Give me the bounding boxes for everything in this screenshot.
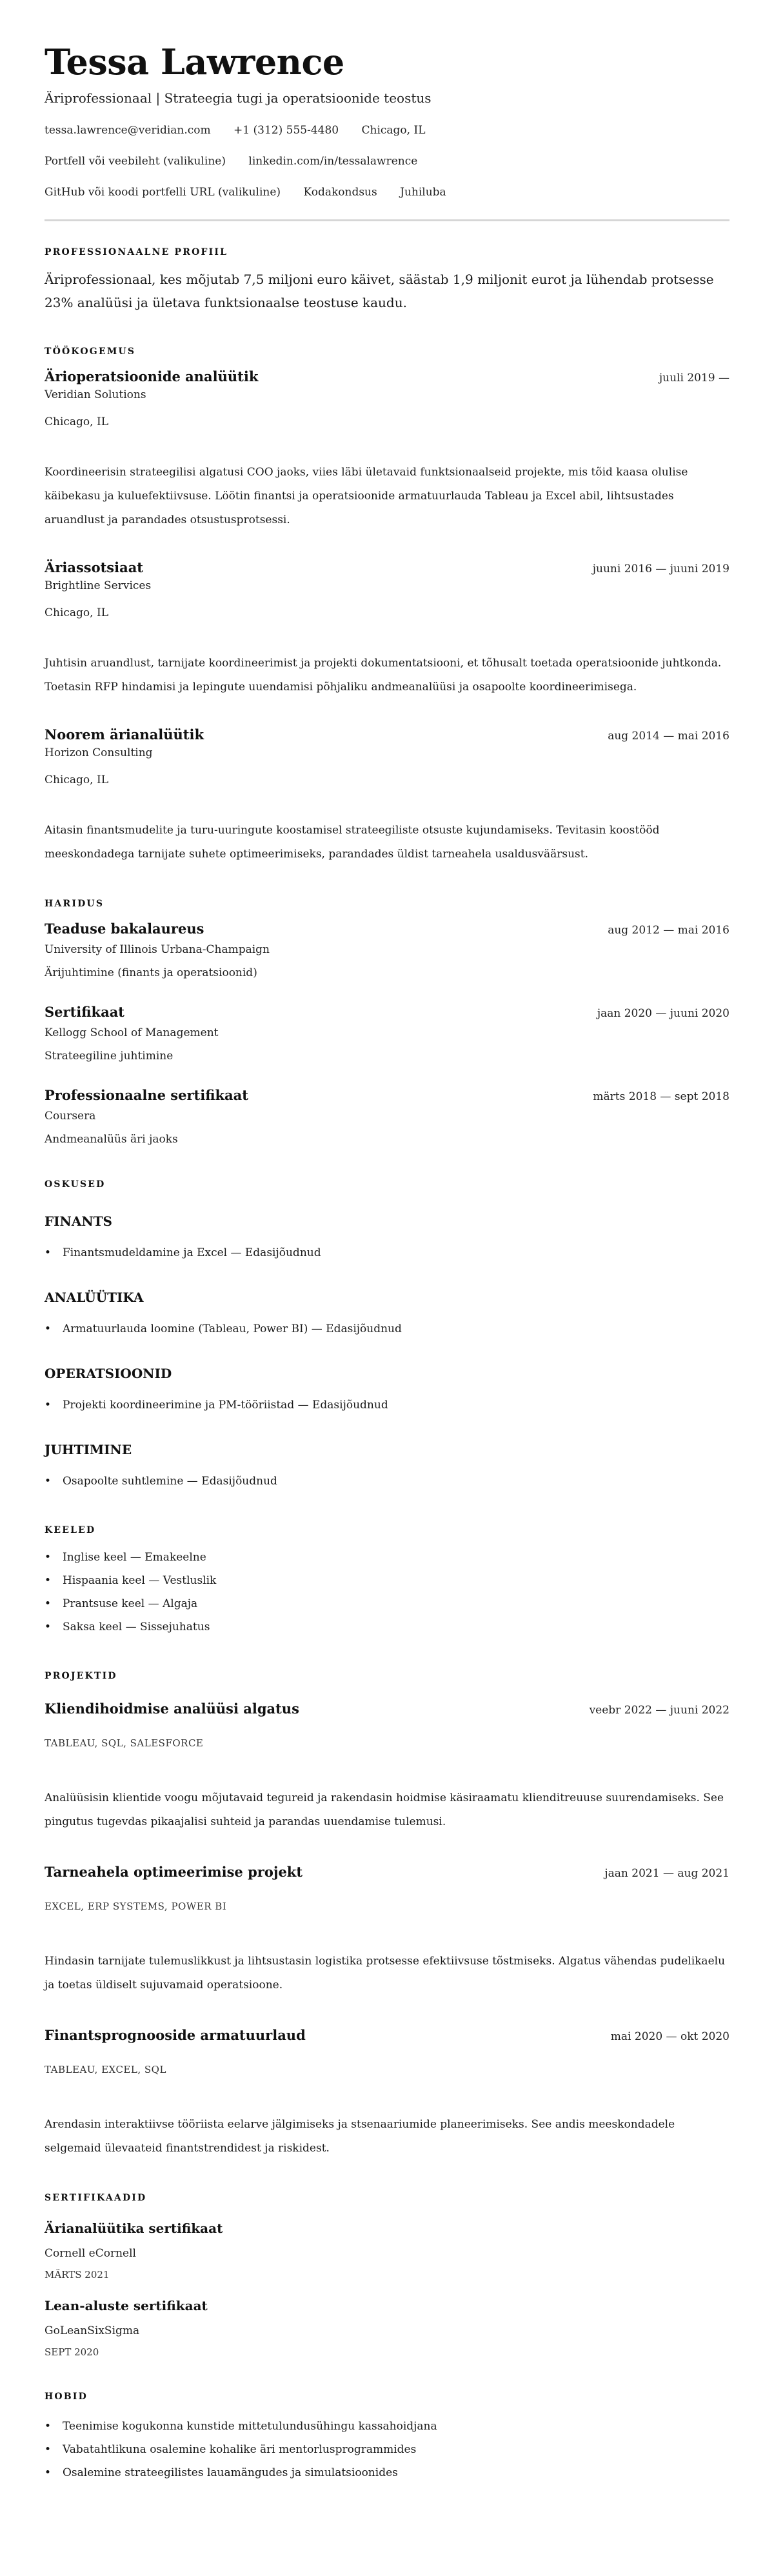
skill-list — [45, 1241, 729, 1264]
skill-group — [45, 1212, 729, 1264]
skill-list — [45, 1470, 729, 1493]
language-item: • Hispaania keel — Vestluslik — [45, 1569, 729, 1592]
contact-location: Chicago, IL — [361, 124, 426, 137]
certification-date: SEPT 2020 — [45, 2346, 99, 2358]
experience-section — [45, 345, 729, 866]
project-entry — [45, 1699, 729, 1834]
skill-group-title: JUHTIMINE — [45, 1442, 132, 1457]
education-entry — [45, 1086, 729, 1147]
candidate-headline: Äriprofessionaal | Strateegia tugi ja operatsioonide teostus — [45, 90, 432, 106]
skill-list — [45, 1393, 729, 1417]
certification-date: MÄRTS 2021 — [45, 2269, 110, 2281]
project-description: Arendasin interaktiivse tööriista eelarve jälgimiseks ja stsenaariumide planeerimiseks. See andis meeskondadele selgemaid ülevaateid finantstrendidest ja riskidest. — [45, 2118, 675, 2155]
job-description: Koordineerisin strateegilisi algatusi COO jaoks, viies läbi ületavaid funktsionaalseid projekte, mis tõid kaasa olulise käibekasu ja kuluefektiivsuse. Löötin finantsi ja operatsioonide armatuurlauda Tableau ja Excel abil, lihtsustades aruandlust ja parandades otsustusprotsessi. — [45, 466, 688, 526]
education-school: University of Illinois Urbana-Champaign — [45, 943, 270, 956]
header-divider — [45, 219, 729, 221]
job-title: Noorem ärianalüütik — [45, 726, 204, 743]
project-title: Finantsprognooside armatuurlaud — [45, 2027, 306, 2043]
project-dates: jaan 2021 — aug 2021 — [604, 1867, 729, 1880]
skill-group-title: OPERATSIOONID — [45, 1366, 172, 1381]
contact-row-links — [45, 154, 729, 169]
section-title-languages: KEELED — [45, 1525, 96, 1535]
contact-portfolio[interactable]: Portfell või veebileht (valikuline) — [45, 155, 226, 168]
job-company: Veridian Solutions — [45, 388, 146, 401]
skill-item: • Osapoolte suhtlemine — Edasijõudnud — [45, 1470, 729, 1493]
job-company: Horizon Consulting — [45, 746, 153, 759]
education-school: Coursera — [45, 1110, 96, 1123]
project-dates: veebr 2022 — juuni 2022 — [589, 1704, 729, 1717]
job-dates: juuli 2019 — — [659, 372, 729, 384]
degree-title: Teaduse bakalaureus — [45, 921, 204, 937]
experience-entry — [45, 725, 729, 866]
skill-group — [45, 1364, 729, 1417]
section-title-experience: TÖÖKOGEMUS — [45, 346, 136, 357]
skill-group-title: ANALÜÜTIKA — [45, 1290, 144, 1305]
project-title: Kliendihoidmise analüüsi algatus — [45, 1701, 299, 1717]
project-title: Tarneahela optimeerimise projekt — [45, 1864, 303, 1880]
profile-section — [45, 246, 729, 314]
section-title-hobbies: HOBID — [45, 2391, 88, 2402]
education-entry — [45, 919, 729, 981]
language-item: • Saksa keel — Sissejuhatus — [45, 1615, 729, 1639]
contact-github[interactable]: GitHub või koodi portfelli URL (valikuline) — [45, 186, 281, 199]
certification-entry — [45, 2219, 729, 2282]
project-dates: mai 2020 — okt 2020 — [610, 2030, 729, 2043]
job-title: Ärioperatsioonide analüütik — [45, 368, 259, 384]
languages-section — [45, 1524, 729, 1639]
section-title-education: HARIDUS — [45, 899, 104, 909]
hobby-item: • Teenimise kogukonna kunstide mittetulundusühingu kassahoidjana — [45, 2415, 729, 2438]
job-dates: juuni 2016 — juuni 2019 — [592, 563, 729, 575]
job-company: Brightline Services — [45, 579, 152, 592]
skill-item: • Finantsmudeldamine ja Excel — Edasijõudnud — [45, 1241, 729, 1264]
project-tech-stack: TABLEAU, EXCEL, SQL — [45, 2064, 166, 2075]
project-tech-stack: TABLEAU, SQL, SALESFORCE — [45, 1737, 204, 1749]
education-dates: jaan 2020 — juuni 2020 — [597, 1007, 729, 1020]
job-description: Juhtisin aruandlust, tarnijate koordineerimist ja projekti dokumentatsiooni, et tõhusalt toetada operatsioonide juhtkonda. Toetasin RFP hindamisi ja lepingute uuendamisi põhjaliku andmeanalüüsi ja osapoolte koordineerimisega. — [45, 657, 722, 694]
project-description: Hindasin tarnijate tulemuslikkust ja lihtsustasin logistika protsesse efektiivsuse tõstmiseks. Algatus vähendas pudelikaelu ja toetas üldiselt sujuvamaid operatsioone. — [45, 1955, 726, 1992]
candidate-name: Tessa Lawrence — [45, 41, 344, 83]
education-dates: aug 2012 — mai 2016 — [608, 924, 729, 937]
job-location: Chicago, IL — [45, 415, 108, 428]
degree-title: Professionaalne sertifikaat — [45, 1087, 248, 1103]
certification-name: Ärianalüütika sertifikaat — [45, 2221, 223, 2236]
job-location: Chicago, IL — [45, 774, 108, 786]
language-item: • Prantsuse keel — Algaja — [45, 1592, 729, 1615]
profile-summary: Äriprofessionaal, kes mõjutab 7,5 miljoni euro käivet, säästab 1,9 miljonit eurot ja lühendab protsesse 23% analüüsi ja ületava funktsionaalse teostuse kaudu. — [45, 272, 714, 310]
resume-header — [45, 39, 729, 200]
hobby-list — [45, 2415, 729, 2484]
contact-linkedin[interactable]: linkedin.com/in/tessalawrence — [248, 155, 418, 168]
education-field: Andmeanalüüs äri jaoks — [45, 1133, 178, 1146]
skill-group-title: FINANTS — [45, 1213, 112, 1229]
contact-phone[interactable]: +1 (312) 555-4480 — [233, 124, 339, 137]
project-entry — [45, 1862, 729, 1997]
contact-row-primary — [45, 123, 729, 138]
hobby-item: • Vabatahtlikuna osalemine kohalike äri mentorlusprogrammides — [45, 2438, 729, 2461]
certifications-section — [45, 2192, 729, 2359]
certification-issuer: GoLeanSixSigma — [45, 2324, 140, 2337]
project-description: Analüüsisin klientide voogu mõjutavaid tegureid ja rakendasin hoidmise käsiraamatu klienditreuuse suurendamiseks. See pingutus tugevdas pikaajalisi suhteid ja parandas uuendamise tulemusi. — [45, 1792, 724, 1828]
section-title-profile: PROFESSIONAALNE PROFIIL — [45, 247, 228, 257]
project-entry — [45, 2026, 729, 2161]
education-section — [45, 897, 729, 1147]
degree-title: Sertifikaat — [45, 1004, 125, 1020]
contact-email[interactable]: tessa.lawrence@veridian.com — [45, 124, 211, 137]
skill-item: • Projekti koordineerimine ja PM-tööriistad — Edasijõudnud — [45, 1393, 729, 1417]
section-title-skills: OSKUSED — [45, 1179, 106, 1190]
language-item: • Inglise keel — Emakeelne — [45, 1546, 729, 1569]
hobby-item: • Osalemine strateegilistes lauamängudes ja simulatsioonides — [45, 2461, 729, 2484]
education-entry — [45, 1003, 729, 1064]
skill-list — [45, 1317, 729, 1341]
skill-group — [45, 1440, 729, 1493]
job-title: Äriassotsiaat — [45, 559, 144, 575]
skill-item: • Armatuurlauda loomine (Tableau, Power BI) — Edasijõudnud — [45, 1317, 729, 1341]
education-school: Kellogg School of Management — [45, 1026, 219, 1039]
contact-row-extra — [45, 185, 729, 200]
education-dates: märts 2018 — sept 2018 — [593, 1090, 729, 1103]
experience-entry — [45, 367, 729, 532]
hobbies-section — [45, 2390, 729, 2484]
certification-issuer: Cornell eCornell — [45, 2247, 136, 2260]
education-field: Strateegiline juhtimine — [45, 1050, 174, 1063]
section-title-certifications: SERTIFIKAADID — [45, 2193, 147, 2203]
job-dates: aug 2014 — mai 2016 — [608, 730, 729, 743]
contact-citizenship: Kodakondsus — [303, 186, 377, 199]
language-list — [45, 1546, 729, 1639]
contact-drivers-license: Juhiluba — [400, 186, 446, 199]
certification-name: Lean-aluste sertifikaat — [45, 2298, 208, 2313]
section-title-projects: PROJEKTID — [45, 1671, 117, 1681]
skill-group — [45, 1288, 729, 1341]
skills-section — [45, 1178, 729, 1493]
certification-entry — [45, 2296, 729, 2359]
experience-entry — [45, 558, 729, 699]
job-description: Aitasin finantsmudelite ja turu-uuringute koostamisel strateegiliste otsuste kujundamiseks. Tevitasin koostööd meeskondadega tarnijate suhete optimeerimiseks, parandades üldist tarneahela usaldusväärsust. — [45, 824, 660, 861]
job-location: Chicago, IL — [45, 606, 108, 619]
project-tech-stack: EXCEL, ERP SYSTEMS, POWER BI — [45, 1901, 227, 1912]
projects-section — [45, 1670, 729, 2161]
education-field: Ärijuhtimine (finants ja operatsioonid) — [45, 966, 257, 979]
